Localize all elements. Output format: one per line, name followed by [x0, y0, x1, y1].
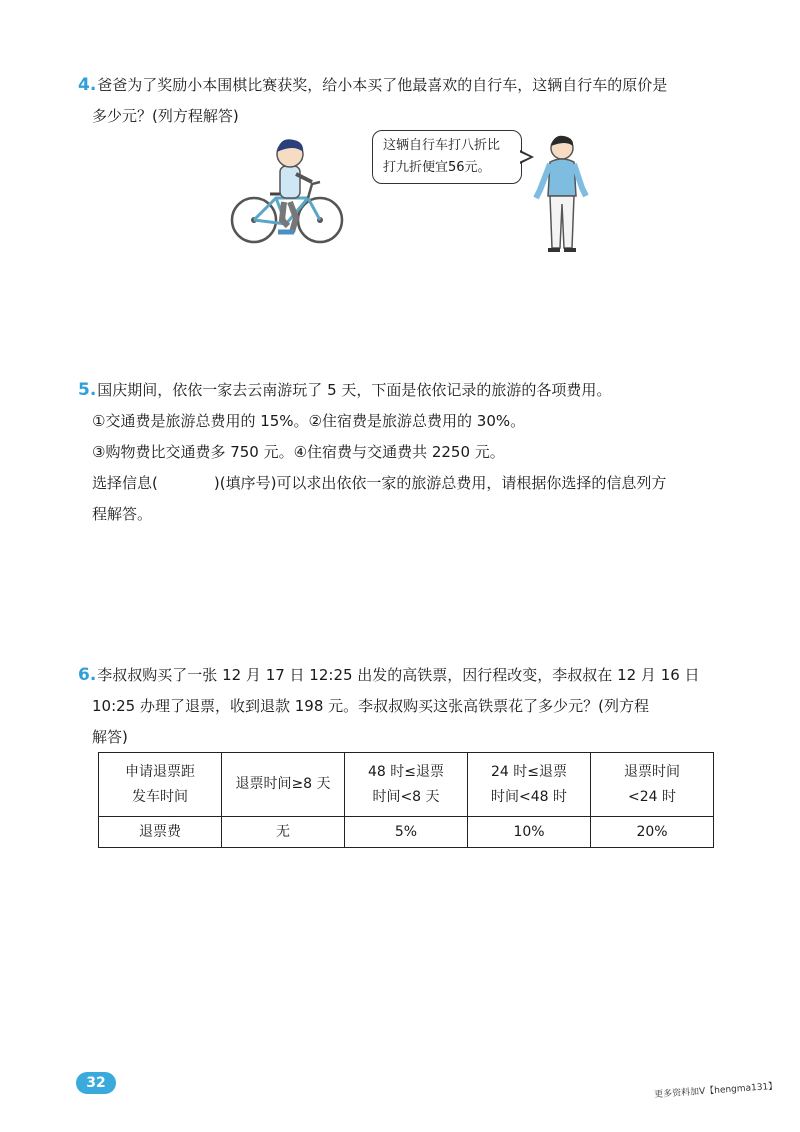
q5-line-1: 5.国庆期间，依依一家去云南游玩了 5 天，下面是依依记录的旅游的各项费用。	[78, 380, 612, 400]
speech-bubble	[372, 130, 522, 184]
q5-line-last: 程解答。	[92, 505, 153, 523]
table-header-cell: 退票时间 <24 时	[591, 753, 714, 817]
table-header-cell: 48 时≤退票 时间<8 天	[345, 753, 468, 817]
table-cell: 5%	[345, 817, 468, 848]
q4-line-2: 多少元？(列方程解答)	[92, 107, 239, 125]
table-header-row	[99, 753, 714, 817]
bubble-line-2: 打九折便宜56元。	[383, 160, 491, 175]
table-cell: 退票费	[99, 817, 222, 848]
table-header-cell: 退票时间≥8 天	[222, 753, 345, 817]
watermark-text: 更多资料加V【hengma131】	[653, 1081, 778, 1101]
q4-line-1: 4.爸爸为了奖励小本围棋比赛获奖，给小本买了他最喜欢的自行车，这辆自行车的原价是	[78, 75, 668, 95]
question-4	[78, 70, 738, 132]
q5-select-line: 选择信息( )(填序号)可以求出依依一家的旅游总费用，请根据你选择的信息列方	[92, 474, 667, 492]
table-cell: 20%	[591, 817, 714, 848]
q6-line-2: 10:25 办理了退票，收到退款 198 元。李叔叔购买这张高铁票花了多少元？(列方程	[92, 697, 650, 715]
q5-number: 5.	[78, 380, 97, 400]
q6-line-1: 6.李叔叔购买了一张 12 月 17 日 12:25 出发的高铁票，因行程改变，李叔叔在 12 月 16 日	[78, 665, 700, 685]
table-cell: 10%	[468, 817, 591, 848]
father-illustration	[532, 132, 592, 256]
boy-on-bicycle-illustration	[228, 132, 348, 250]
bubble-line-1: 这辆自行车打八折比	[383, 138, 501, 153]
table-row	[99, 817, 714, 848]
question-6	[78, 660, 738, 753]
q4-number: 4.	[78, 75, 97, 95]
q6-line-3: 解答)	[92, 728, 128, 746]
table-header-cell: 申请退票距 发车时间	[99, 753, 222, 817]
speech-bubble-tail-inner	[519, 152, 530, 162]
question-5	[78, 375, 738, 530]
page-number: 32	[76, 1072, 116, 1094]
table-cell: 无	[222, 817, 345, 848]
q6-number: 6.	[78, 665, 97, 685]
q5-info-2: ③购物费比交通费多 750 元。④住宿费与交通费共 2250 元。	[92, 443, 505, 461]
table-header-cell: 24 时≤退票 时间<48 时	[468, 753, 591, 817]
refund-fee-table	[98, 752, 714, 848]
q5-info-1: ①交通费是旅游总费用的 15%。②住宿费是旅游总费用的 30%。	[92, 412, 526, 430]
